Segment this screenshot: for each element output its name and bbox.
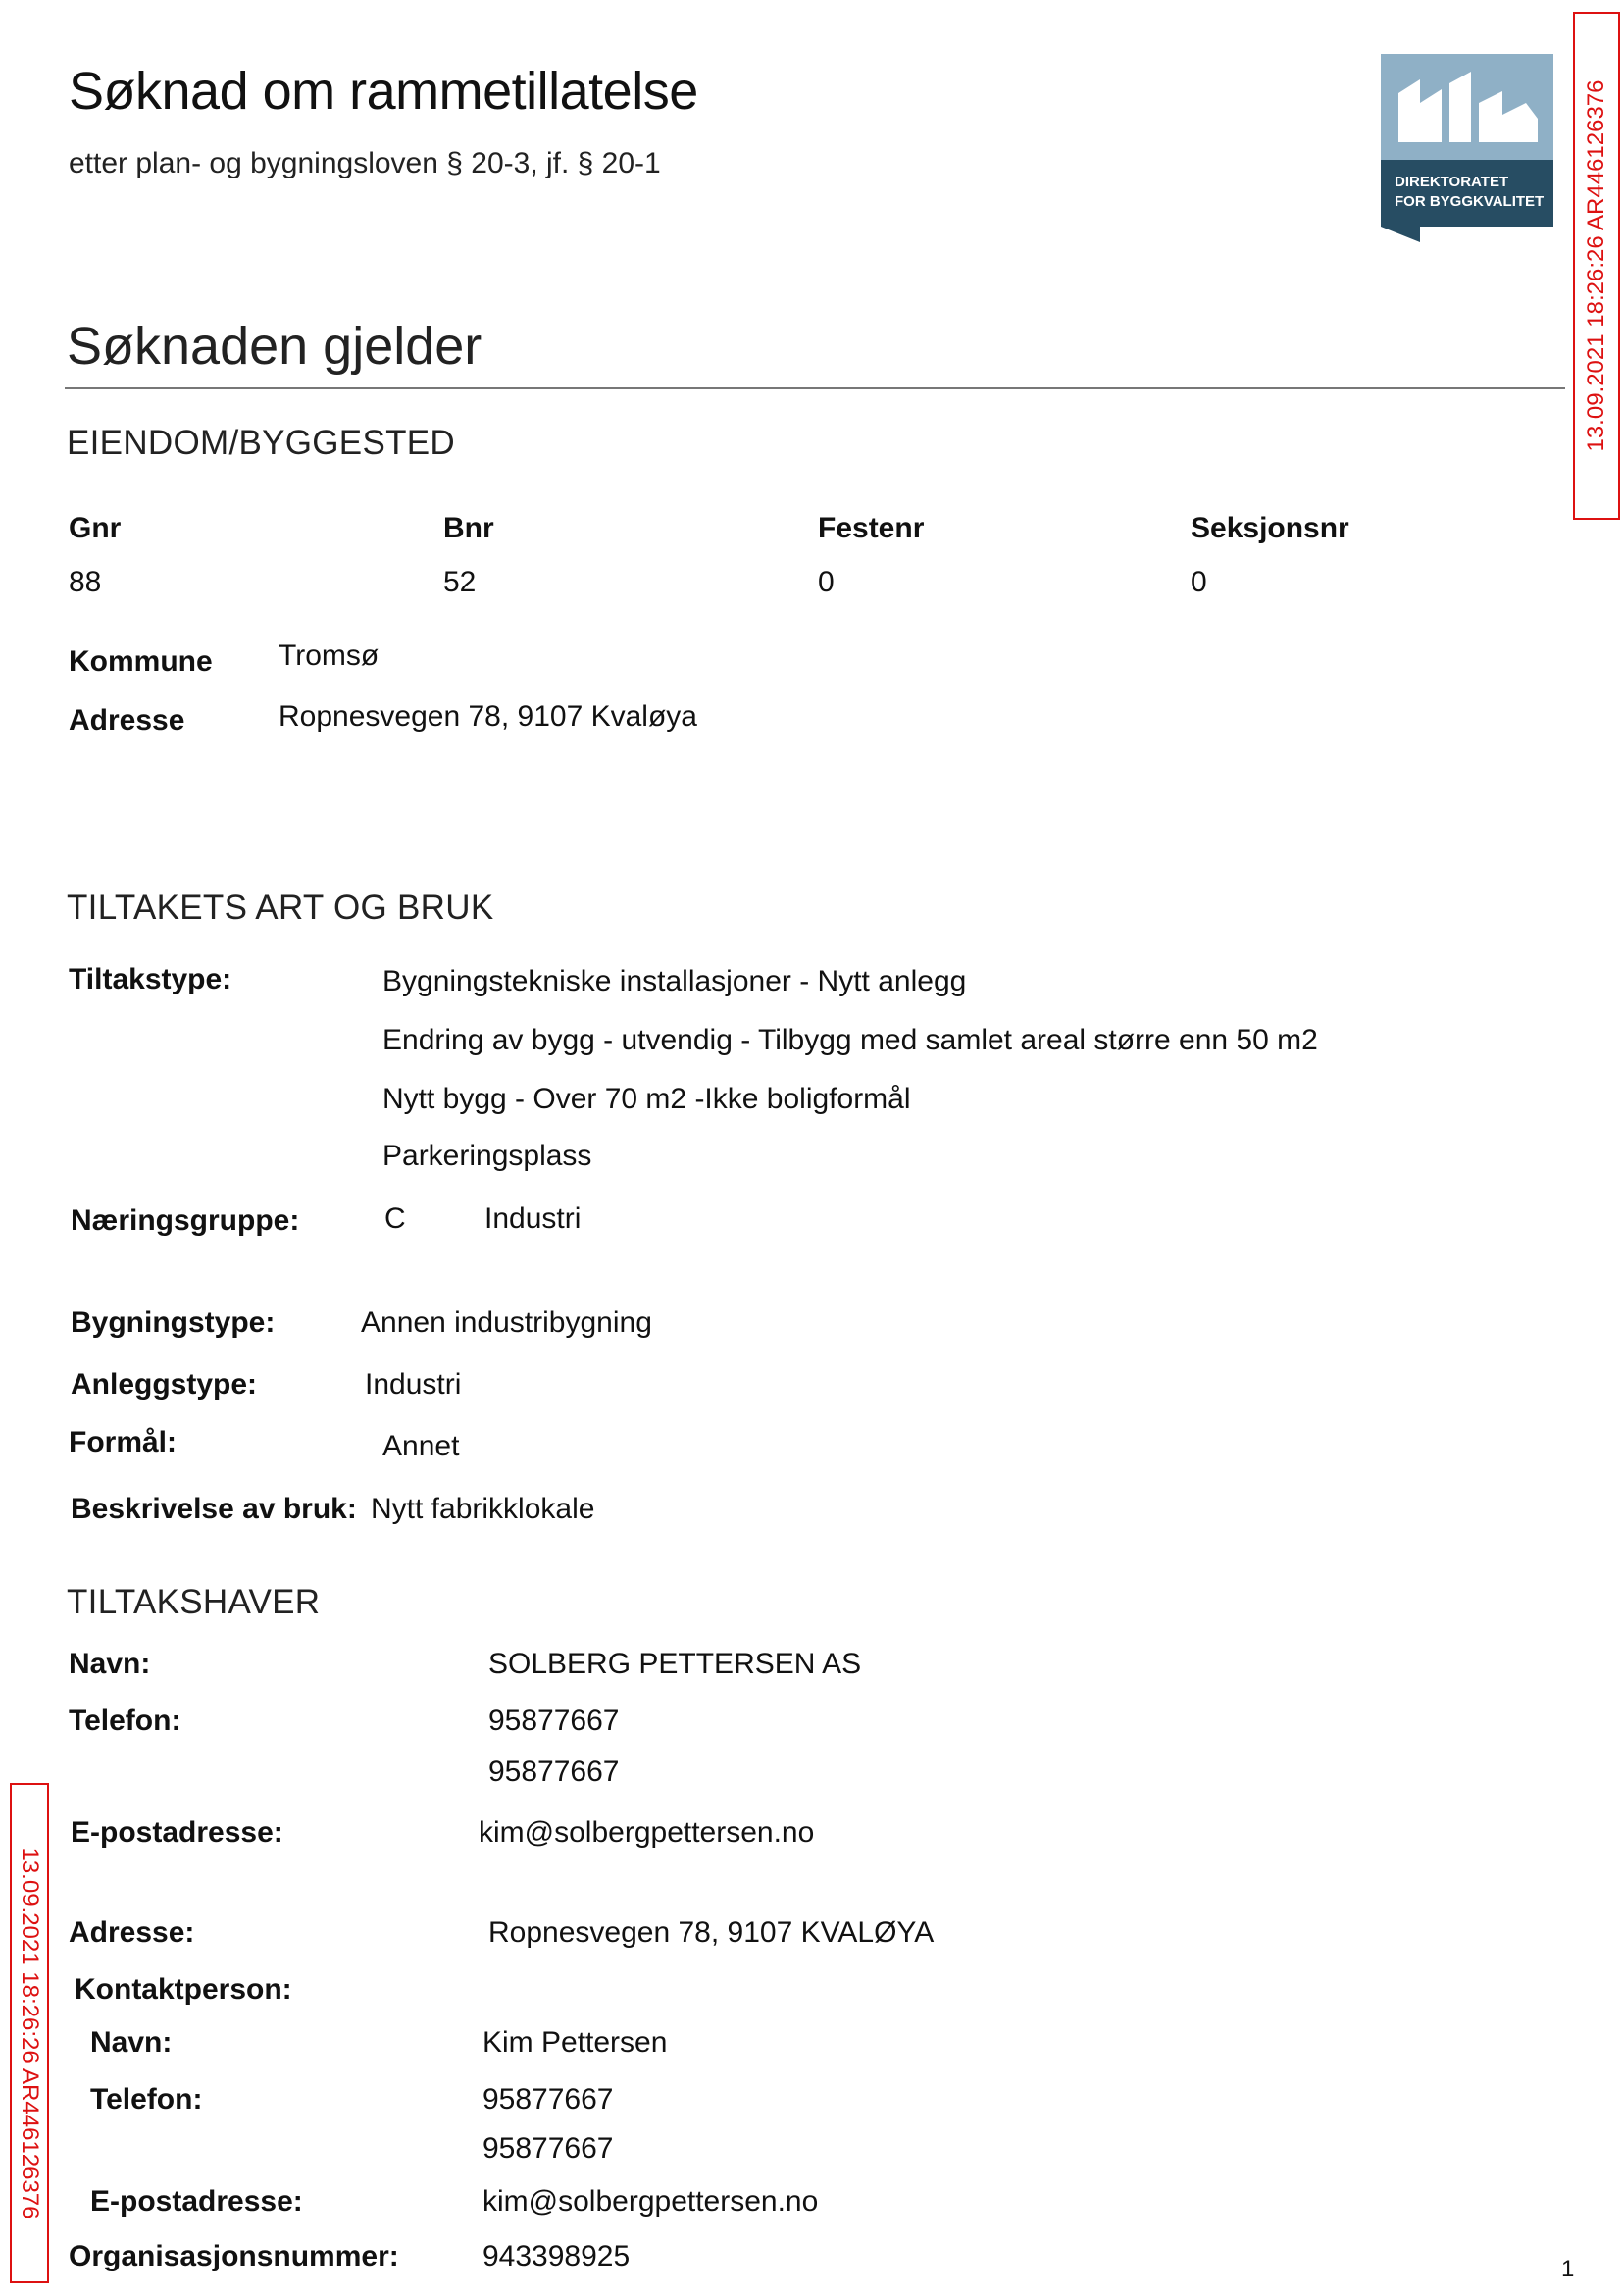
adresse-value: Ropnesvegen 78, 9107 Kvaløya: [279, 700, 697, 733]
stamp-text: 13.09.2021 18:26:26 AR446126376: [17, 1847, 43, 2219]
tiltak-section-title: TILTAKETS ART OG BRUK: [67, 889, 494, 927]
tiltakstype-label: Tiltakstype:: [69, 963, 232, 995]
timestamp-stamp-left: [10, 1783, 49, 2283]
bygningstype-label: Bygningstype:: [71, 1306, 276, 1339]
stamp-text: 13.09.2021 18:26:26 AR446126376: [1583, 79, 1609, 452]
heading-divider: [65, 387, 1565, 389]
festenr-value: 0: [818, 566, 835, 598]
naeringsgruppe-label: Næringsgruppe:: [71, 1204, 300, 1237]
bnr-label: Bnr: [443, 512, 494, 544]
naeringsgruppe-value: Industri: [484, 1202, 582, 1235]
anleggstype-value: Industri: [365, 1368, 462, 1401]
festenr-label: Festenr: [818, 512, 925, 544]
kommune-label: Kommune: [69, 645, 213, 678]
anleggstype-label: Anleggstype:: [71, 1368, 258, 1401]
telefon-value-2: 95877667: [488, 1756, 620, 1788]
adresse-label: Adresse: [69, 704, 185, 737]
kontakt-telefon-label: Telefon:: [90, 2083, 203, 2116]
kontaktperson-label: Kontaktperson:: [75, 1973, 292, 2006]
naeringsgruppe-kode: C: [384, 1202, 406, 1235]
seksjonsnr-label: Seksjonsnr: [1191, 512, 1349, 544]
bygningstype-value: Annen industribygning: [361, 1306, 652, 1339]
page-number: 1: [1561, 2256, 1575, 2282]
tiltakshaver-adresse-label: Adresse:: [69, 1916, 195, 1949]
page-title: Søknad om rammetillatelse: [69, 62, 698, 121]
beskrivelse-value: Nytt fabrikklokale: [371, 1493, 595, 1525]
logo-text-line2: FOR BYGGKVALITET: [1395, 193, 1545, 210]
epost-label: E-postadresse:: [71, 1816, 283, 1849]
tiltakshaver-section-title: TILTAKSHAVER: [67, 1583, 321, 1621]
beskrivelse-label: Beskrivelse av bruk:: [71, 1493, 357, 1525]
page-subtitle: etter plan- og bygningsloven § 20-3, jf. § 20-1: [69, 147, 661, 179]
kontakt-navn-label: Navn:: [90, 2026, 173, 2059]
kontakt-telefon-value-2: 95877667: [482, 2132, 614, 2165]
tiltakstype-item: Bygningstekniske installasjoner - Nytt anlegg: [382, 965, 967, 997]
bnr-value: 52: [443, 566, 477, 598]
kontakt-epost-value: kim@solbergpettersen.no: [482, 2185, 819, 2218]
kontakt-telefon-value: 95877667: [482, 2083, 614, 2116]
tiltakstype-item: Parkeringsplass: [382, 1140, 592, 1172]
epost-value: kim@solbergpettersen.no: [479, 1816, 815, 1849]
tiltakstype-item: Endring av bygg - utvendig - Tilbygg med samlet areal større enn 50 m2: [382, 1024, 1318, 1056]
kontakt-navn-value: Kim Pettersen: [482, 2026, 668, 2059]
telefon-value: 95877667: [488, 1705, 620, 1737]
dibk-logo: [1381, 54, 1553, 242]
telefon-label: Telefon:: [69, 1705, 181, 1737]
orgnr-label: Organisasjonsnummer:: [69, 2240, 399, 2272]
tiltakshaver-adresse-value: Ropnesvegen 78, 9107 KVALØYA: [488, 1916, 935, 1949]
formal-value: Annet: [382, 1430, 460, 1462]
navn-value: SOLBERG PETTERSEN AS: [488, 1648, 862, 1680]
kontakt-epost-label: E-postadresse:: [90, 2185, 303, 2218]
gnr-label: Gnr: [69, 512, 122, 544]
navn-label: Navn:: [69, 1648, 151, 1680]
formal-label: Formål:: [69, 1426, 178, 1458]
gnr-value: 88: [69, 566, 102, 598]
timestamp-stamp-right: [1573, 12, 1620, 520]
seksjonsnr-value: 0: [1191, 566, 1207, 598]
section-heading: Søknaden gjelder: [67, 317, 482, 376]
logo-text-line1: DIREKTORATET: [1395, 174, 1509, 190]
tiltakstype-item: Nytt bygg - Over 70 m2 -Ikke boligformål: [382, 1083, 911, 1115]
building-logo-icon: [1381, 54, 1553, 242]
orgnr-value: 943398925: [482, 2240, 631, 2272]
eiendom-section-title: EIENDOM/BYGGESTED: [67, 424, 455, 462]
kommune-value: Tromsø: [279, 639, 380, 672]
